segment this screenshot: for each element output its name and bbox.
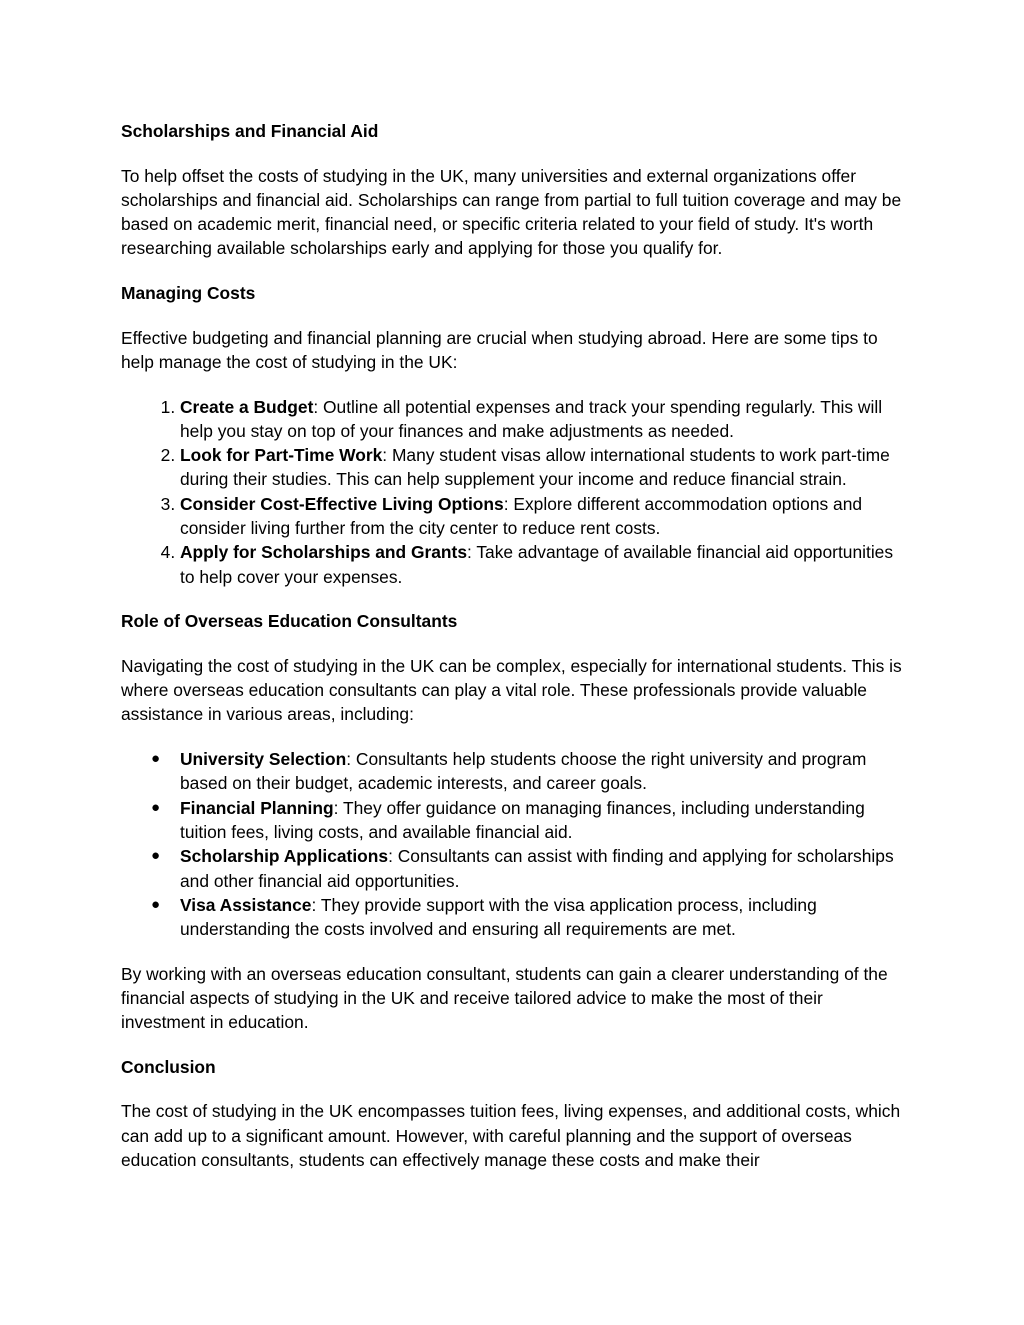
paragraph-consultants-intro: Navigating the cost of studying in the UK can be complex, especially for international students. This is where overseas education consultants can play a vital role. These professionals provide valuable assistance in various areas, including: [121,655,902,725]
paragraph-conclusion: The cost of studying in the UK encompasses tuition fees, living expenses, and additional costs, which can add up to a significant amount. However, with careful planning and the support of overseas education consultants, students can effectively manage these costs and make their [121,1101,901,1171]
list-item-term: Visa Assistance [180,894,312,915]
list-item-term: Apply for Scholarships and Grants [180,542,467,563]
list-item-text: : Consultants can assist with finding and applying for scholarships and other financial aid opportunities. [180,846,894,891]
bullet-icon: ● [151,847,161,865]
list-item-term: Scholarship Applications [180,846,389,867]
list-item [180,492,911,541]
list-item [151,893,911,942]
document-page [121,119,911,1193]
heading-conclusion: Conclusion [121,1056,216,1077]
list-item [180,395,911,444]
list-item [151,747,911,796]
list-item-term: Look for Part-Time Work [180,445,383,466]
list-item-term: University Selection [180,749,347,770]
list-item-text: : They provide support with the visa application process, including understanding the costs involved and ensuring all requirements are met. [180,894,817,940]
list-item-text: : Many student visas allow international students to work part-time during their studies. This can help supplement your income and reduce financial strain. [180,445,890,490]
list-item-text: : Outline all potential expenses and track your spending regularly. This will help you stay on top of your finances and make adjustments as needed. [180,396,883,441]
paragraph-consultants-closing: By working with an overseas education consultant, students can gain a clearer understanding of the financial aspects of studying in the UK and receive tailored advice to make the most of their investment in education. [121,963,888,1033]
list-item-text: : Consultants help students choose the right university and program based on their budget, academic interests, and career goals. [180,749,867,794]
heading-scholarships: Scholarships and Financial Aid [121,121,379,141]
list-item-text: : Explore different accommodation options and consider living further from the city center to reduce rent costs. [180,493,863,539]
heading-managing-costs: Managing Costs [121,283,256,304]
bullet-icon: ● [151,798,161,816]
list-item-text: : They offer guidance on managing finances, including understanding tuition fees, living costs, and available financial aid. [180,797,865,842]
list-item-term: Financial Planning [180,797,334,818]
bullet-icon: ● [151,895,161,913]
consultant-areas-list [121,747,911,941]
list-item [180,540,911,589]
list-item-text: : Take advantage of available financial aid opportunities to help cover your expenses. [180,542,894,587]
paragraph-scholarships: To help offset the costs of studying in the UK, many universities and external organizations offer scholarships and financial aid. Scholarships can range from partial to full tuition coverage and may be based on academic merit, financial need, or specific criteria related to your field of study. It's worth researching available scholarships early and applying for those you qualify for. [121,165,902,259]
list-item-term: Consider Cost-Effective Living Options [180,493,504,514]
list-item [180,443,911,492]
tips-list [121,395,911,589]
heading-consultants: Role of Overseas Education Consultants [121,611,458,632]
list-item-term: Create a Budget [180,396,314,417]
bullet-icon: ● [151,750,161,768]
paragraph-managing-costs-intro: Effective budgeting and financial planning are crucial when studying abroad. Here are some tips to help manage the cost of studying in the UK: [121,327,878,372]
list-item [151,796,911,845]
list-item [151,844,911,893]
